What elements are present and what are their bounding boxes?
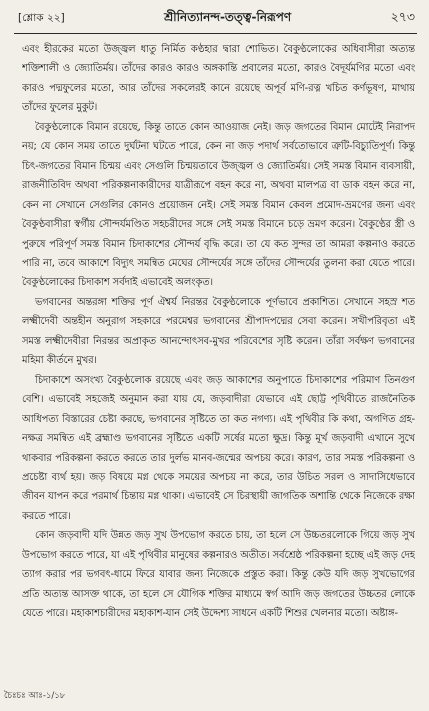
page-header bbox=[18, 8, 415, 30]
paragraph: বৈকুণ্ঠলোকে বিমান রয়েছে, কিন্তু তাতে কোন আওয়াজ নেই। জড় জগতের বিমান মোটেই নিরাপদ নয়; যে কোন সময় তাতে দুর্ঘটনা ঘটতে পারে, কেন না জড় পদার্থ সর্বতোভাবে ত্রুটি-বিচ্যুতিপূর্ণ। কিন্তু চিৎ-জগতের বিমান চিন্ময় এবং সেগুলি চিন্ময়তাবে উজ্জ্বল ও জ্যোতির্ময়। সেই সমস্ত বিমান ব্যবসায়ী, রাজনীতিবিদ অথবা পরিকল্পনাকারীদের যাত্রীরূপে বহন করে না, অথবা মালপত্র বা ডাক বহন করে না, কেন না সেখানে সেগুলির কোনও প্রয়োজন নেই। সেই সমস্ত বিমান কেবল প্রমোদ-ভ্রমণের জন্য এবং বৈকুণ্ঠবাসীরা স্বর্গীয় সৌন্দর্যমণ্ডিত সহচরীদের সঙ্গে সেই সমস্ত বিমানে চড়ে ভ্রমণ করেন। বৈকুণ্ঠের স্ত্রী ও পুরুষে পরিপূর্ণ সমস্ত বিমান চিদাকাশের সৌন্দর্য বৃদ্ধি করে। তা যে কত সুন্দর তা আমরা কল্পনাও করতে পারি না, তবে আকাশে বিদ্যুৎ সমন্বিত মেঘের সৌন্দর্যের সঙ্গে তাঁদের সৌন্দর্যের তুলনা করা যেতে পারে। বৈকুণ্ঠলোকের চিদাকাশ সর্বদাই এভাবেই অলংকৃত। bbox=[22, 121, 415, 289]
page-body bbox=[22, 40, 415, 685]
paragraph: এবং হীরকের মতো উজ্জ্বল ধাতু নির্মিত কণ্ঠহার দ্বারা শোভিত। বৈকুণ্ঠলোকের অধিবাসীরা অত্যন্ত শক্তিশালী ও জ্যোতির্ময়। তাঁদের কারও কারও অঙ্গকান্তি প্রবালের মতো, কারও বৈদূর্যমণির মতো এবং কারও পদ্মফুলের মতো, আর তাঁদের সকলেরই কানে রয়েছে অপূর্ব মণি-রত্ন খচিত কর্ণভূষণ, মাথায় তাঁদের ফুলের মুকুট। bbox=[22, 44, 415, 114]
paragraph: চিদাকাশে অসংখ্য বৈকুণ্ঠলোক রয়েছে এবং জড় আকাশের অনুপাতে চিদাকাশের পরিমাণ তিনগুণ বেশি। এভাবেই সহজেই অনুমান করা যায় যে, জড়বাদীরা যেভাবে এই ছোট্ট পৃথিবীতে রাজনৈতিক আধিপত্য বিস্তারের চেষ্টা করছে, ভগবানের সৃষ্টিতে তা কত নগণ্য। এই পৃথিবীর কি কথা, অগণিত গ্রহ-নক্ষত্র সমন্বিত এই ব্রহ্মাণ্ড ভগবানের সৃষ্টিতে একটি সর্ষের মতো ক্ষুদ্র। কিন্তু মূর্খ জড়বাদী এখানে সুখে থাকবার পরিকল্পনা করতে করতে তার দুর্লভ মানব-জন্মের অপচয় করে। কারণ, তার সমস্ত পরিকল্পনা ও প্রচেষ্টা ব্যর্থ হয়। জড় বিষয়ে মগ্ন থেকে সময়ের অপচয় না করে, তার উচিত সরল ও সাদাসিধেভাবে জীবন যাপন করে পরমার্থ চিন্তায় মগ্ন থাকা। এভাবেই সে চিরস্থায়ী জাগতিক অশান্তি থেকে নিজেকে রক্ষা করতে পারে। bbox=[22, 374, 415, 522]
header-rule bbox=[14, 33, 417, 34]
page-number: ২৭৩ bbox=[390, 9, 415, 24]
paragraph: ভগবানের অন্তরঙ্গা শক্তির পূর্ণ ঐশ্বর্য নিরন্তর বৈকুণ্ঠলোকে পূর্ণভাবে প্রকাশিত। সেখানে সহস্র শত লক্ষ্মীদেবী অন্তহীন অনুরাগ সহকারে পরমেশ্বর ভগবানের শ্রীপাদপদ্মের সেবা করেন। সখীপরিবৃতা এই সমস্ত লক্ষ্মীদেবীরা নিরন্তর অপ্রাকৃত আনন্দোৎসব-মুখর পরিবেশের সৃষ্টি করেন। তাঁরা সর্বক্ষণ ভগবানের মহিমা কীর্তনে মুখর। bbox=[22, 296, 415, 367]
footer-note: চৈঃচঃ আঃ-১/১৮ bbox=[4, 691, 66, 701]
paragraph: কোন জড়বাদী যদি উন্নত জড় সুখ উপভোগ করতে চায়, তা হলে সে উচ্চতরলোকে গিয়ে জড় সুখ উপভোগ করতে পারে, যা এই পৃথিবীর মানুষের কল্পনারও অতীত। সর্বশ্রেষ্ঠ পরিকল্পনা হচ্ছে এই জড় দেহ ত্যাগ করার পর ভগবৎ-ধামে ফিরে যাবার জন্য নিজেকে প্রস্তুত করা। কিন্তু কেউ যদি জড় সুখভোগের প্রতি অত্যন্ত আসক্ত থাকে, তা হলে সে যৌগিক শক্তির মাধ্যমে স্বর্গ আদি জড় জগতের উচ্চতর লোকে যেতে পারে। মহাকাশচারীদের মহাকাশ-যান সেই উদ্দেশ্য সাধনে একটি শিশুর খেলনার মতো। অষ্টাঙ্গ- bbox=[22, 530, 415, 620]
verse-label: [শ্লোক ২২] bbox=[18, 11, 65, 24]
chapter-title: শ্রীনিত্যানন্দ-তত্ত্ব-নিরূপণ bbox=[164, 10, 292, 24]
